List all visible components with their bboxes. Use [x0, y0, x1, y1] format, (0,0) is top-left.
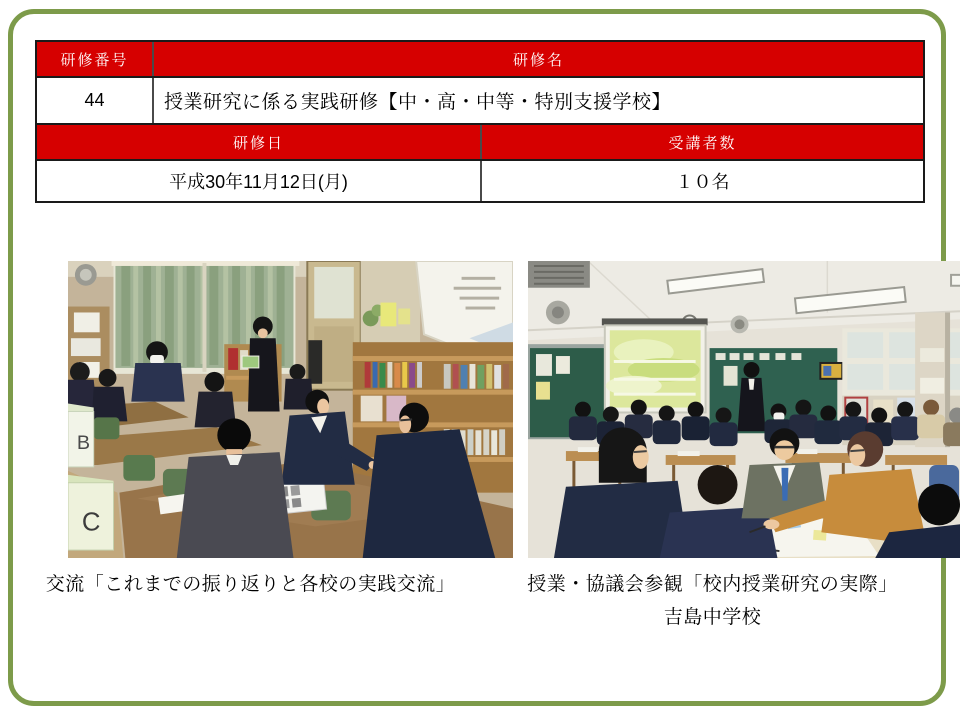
- value-training-date: 平成30年11月12日(月): [37, 161, 480, 201]
- header-training-date: 研修日: [37, 125, 480, 159]
- left-photo: [68, 261, 513, 558]
- header-training-name: 研修名: [152, 42, 923, 76]
- training-info-table: [35, 40, 925, 203]
- table-row-values-2: [37, 159, 923, 201]
- table-row-values-1: [37, 76, 923, 123]
- table-row-header-2: [37, 123, 923, 159]
- header-training-number: 研修番号: [37, 42, 152, 76]
- value-participant-count: １０名: [480, 161, 923, 201]
- value-training-name: 授業研究に係る実践研修【中・高・中等・特別支援学校】: [152, 78, 923, 123]
- left-photo-image: [68, 261, 513, 558]
- table-row-header-1: [37, 42, 923, 76]
- right-photo-caption-line2: 吉島中学校: [663, 607, 762, 628]
- right-photo: [528, 261, 960, 558]
- right-photo-image: [528, 261, 960, 558]
- value-training-number: 44: [37, 78, 152, 123]
- right-photo-caption-line1: 授業・協議会参観「校内授業研究の実際」: [527, 574, 898, 595]
- left-photo-caption: 交流「これまでの振り返りと各校の実践交流」: [45, 574, 456, 595]
- table-sign-c: C: [81, 508, 101, 537]
- header-participant-count: 受講者数: [480, 125, 923, 159]
- right-photo-caption: [488, 568, 937, 634]
- table-sign-b: B: [76, 432, 91, 455]
